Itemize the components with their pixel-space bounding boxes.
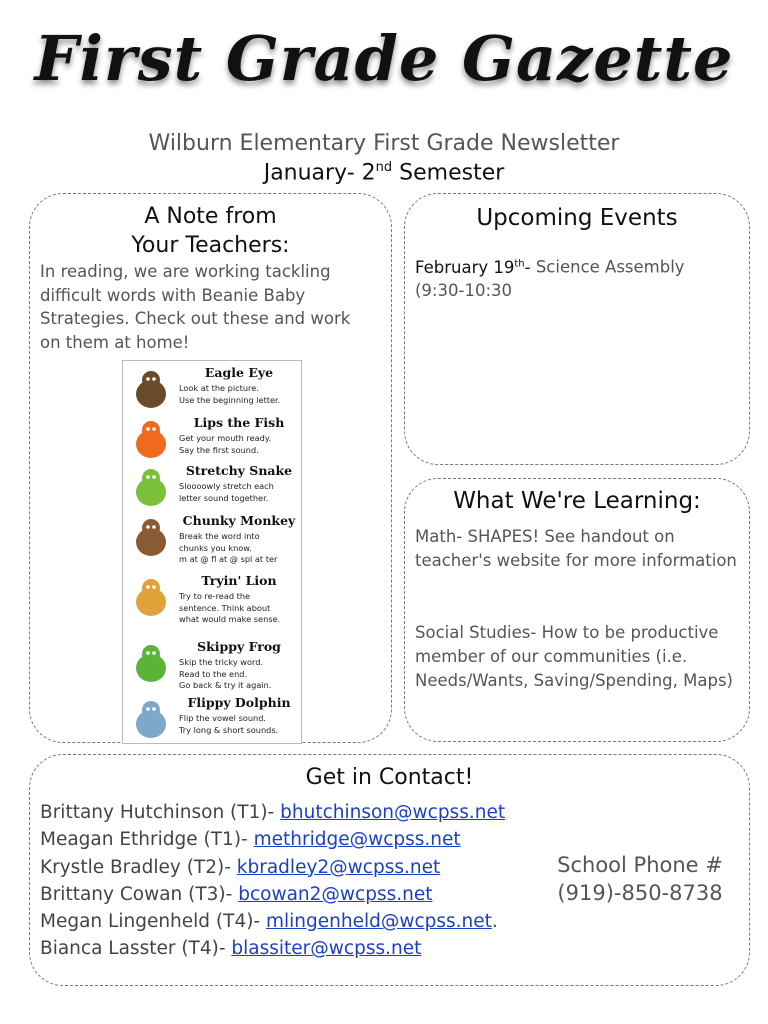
newsletter-title: First Grade Gazette <box>34 22 734 95</box>
contact-heading: Get in Contact! <box>305 765 474 790</box>
event-date-suffix: - <box>524 257 531 277</box>
learning-heading: What We're Learning: <box>453 488 701 514</box>
strategy-name: Flippy Dolphin <box>187 695 291 710</box>
contact-email-link[interactable]: bhutchinson@wcpss.net <box>280 802 506 823</box>
event-date-text: February 19 <box>415 257 515 277</box>
contact-row <box>40 799 505 826</box>
beanie-baby-strategies-chart <box>122 360 302 744</box>
semester-line <box>0 160 768 185</box>
contact-label: Krystle Bradley (T2)- <box>40 856 237 878</box>
contact-label: Meagan Ethridge (T1)- <box>40 829 254 851</box>
contact-row <box>40 826 505 853</box>
lion-icon <box>127 575 175 623</box>
event-date <box>415 258 531 277</box>
contact-label: Brittany Cowan (T3)- <box>40 883 239 905</box>
semester-sup: nd <box>375 160 393 175</box>
strategy-description: Try to re-read the sentence. Think about what would make sense. <box>179 591 281 624</box>
strategy-item <box>123 571 301 627</box>
snake-icon <box>127 465 175 513</box>
strategy-name: Chunky Monkey <box>182 513 296 528</box>
contact-list <box>40 799 505 963</box>
strategy-name: Eagle Eye <box>204 365 274 380</box>
contact-label: Megan Lingenheld (T4)- <box>40 911 266 933</box>
strategy-name: Lips the Fish <box>193 415 285 430</box>
monkey-icon <box>127 515 175 563</box>
strategy-name: Tryin' Lion <box>201 573 277 588</box>
contact-label: Brittany Hutchinson (T1)- <box>40 802 281 823</box>
contact-email-link[interactable]: blassiter@wcpss.net <box>231 938 422 960</box>
note-heading-line1: A Note from <box>144 204 277 229</box>
events-heading: Upcoming Events <box>476 205 678 231</box>
strategy-description: Skip the tricky word. Read to the end. Go back & try it again. <box>179 657 272 690</box>
get-in-contact-box <box>29 754 750 986</box>
note-text: In reading, we are working tackling difficult words with Beanie Baby Strategies. Check out these and work on them at home! <box>40 262 351 352</box>
strategy-name: Stretchy Snake <box>185 463 293 478</box>
learning-math: Math- SHAPES! See handout on teacher's website for more information <box>415 527 737 570</box>
strategy-item <box>123 511 301 567</box>
contact-email-link[interactable]: methridge@wcpss.net <box>253 829 461 851</box>
eagle-icon <box>127 367 175 415</box>
note-heading <box>30 202 391 260</box>
dolphin-icon <box>127 697 175 744</box>
strategy-description: Flip the vowel sound. Try long & short sounds. <box>179 713 279 735</box>
event-text: Science Assembly (9:30-10:30 <box>415 257 685 300</box>
contact-email-link[interactable]: kbradley2@wcpss.net <box>236 856 441 878</box>
school-phone <box>540 851 740 907</box>
school-phone-number: (919)-850-8738 <box>557 881 723 905</box>
note-heading-line2: Your Teachers: <box>131 233 290 258</box>
contact-email-link[interactable]: mlingenheld@wcpss.net <box>265 911 492 933</box>
strategy-item <box>123 461 301 517</box>
event-date-sup: th <box>514 258 525 269</box>
contact-row <box>40 935 505 962</box>
frog-icon <box>127 641 175 689</box>
semester-post: Semester <box>392 160 505 186</box>
newsletter-subtitle: Wilburn Elementary First Grade Newsletter <box>148 131 620 156</box>
what-were-learning-box <box>404 478 750 742</box>
strategy-item <box>123 363 301 419</box>
learning-social-studies: Social Studies- How to be productive member of our communities (i.e. Needs/Wants, Saving/Spending, Maps) <box>415 623 733 690</box>
note-from-teachers-box <box>29 193 392 743</box>
contact-row <box>40 881 505 908</box>
fish-icon <box>127 417 175 465</box>
contact-row <box>40 908 505 935</box>
strategy-description: Look at the picture. Use the beginning letter. <box>179 383 281 405</box>
contact-row <box>40 854 505 881</box>
strategy-item <box>123 637 301 693</box>
strategy-description: Break the word into chunks you know. m at @ fl at @ spl at ter <box>179 531 278 564</box>
semester-pre: January- 2 <box>263 160 376 186</box>
strategy-name: Skippy Frog <box>197 639 281 654</box>
strategy-item <box>123 693 301 744</box>
strategy-description: Get your mouth ready. Say the first sound. <box>179 433 272 455</box>
contact-after: . <box>491 911 498 933</box>
contact-label: Bianca Lasster (T4)- <box>40 938 232 960</box>
upcoming-events-box <box>404 193 750 465</box>
strategy-description: Sloooowly stretch each letter sound together. <box>179 481 274 503</box>
contact-email-link[interactable]: bcowan2@wcpss.net <box>238 883 433 905</box>
school-phone-label: School Phone # <box>557 853 723 877</box>
event-item <box>415 252 735 302</box>
